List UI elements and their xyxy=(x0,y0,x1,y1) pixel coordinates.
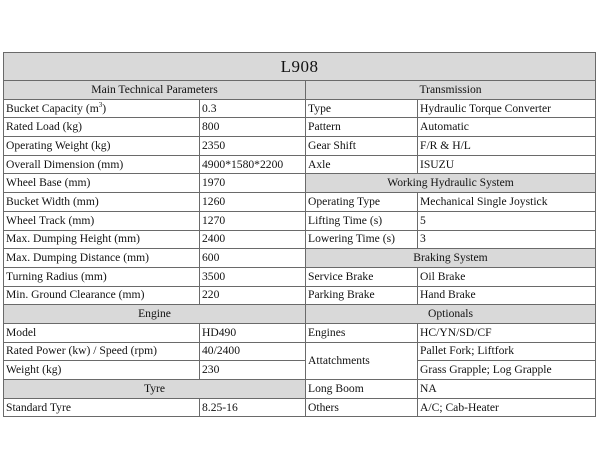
param-value: F/R & H/L xyxy=(418,137,596,156)
param-value: 600 xyxy=(200,249,306,268)
param-label: Max. Dumping Height (mm) xyxy=(4,230,200,249)
engine-header: Engine xyxy=(4,305,306,324)
table-row xyxy=(4,398,596,417)
param-label: Long Boom xyxy=(306,380,418,399)
param-label: Overall Dimension (mm) xyxy=(4,155,200,174)
param-label: Max. Dumping Distance (mm) xyxy=(4,249,200,268)
param-value: 5 xyxy=(418,211,596,230)
param-label: Lifting Time (s) xyxy=(306,211,418,230)
table-row xyxy=(4,99,596,118)
param-label: Type xyxy=(306,99,418,118)
param-label: Engines xyxy=(306,323,418,342)
optionals-header: Optionals xyxy=(306,305,596,324)
table-row xyxy=(4,249,596,268)
param-label: Rated Load (kg) xyxy=(4,118,200,137)
param-value: 2350 xyxy=(200,137,306,156)
transmission-header: Transmission xyxy=(306,81,596,100)
param-value: A/C; Cab-Heater xyxy=(418,398,596,417)
working-hydraulic-header: Working Hydraulic System xyxy=(306,174,596,193)
param-value: ISUZU xyxy=(418,155,596,174)
param-value: Hand Brake xyxy=(418,286,596,305)
param-value: 1260 xyxy=(200,193,306,212)
param-label: Model xyxy=(4,323,200,342)
param-value: Oil Brake xyxy=(418,267,596,286)
param-value: 800 xyxy=(200,118,306,137)
param-value: 8.25-16 xyxy=(200,398,306,417)
param-label: Rated Power (kw) / Speed (rpm) xyxy=(4,342,200,361)
param-label: Others xyxy=(306,398,418,417)
table-row xyxy=(4,118,596,137)
tyre-header: Tyre xyxy=(4,380,306,399)
param-value: 3 xyxy=(418,230,596,249)
param-value: Pallet Fork; Liftfork xyxy=(418,342,596,361)
param-label: Gear Shift xyxy=(306,137,418,156)
braking-system-header: Braking System xyxy=(306,249,596,268)
table-row xyxy=(4,155,596,174)
param-value: 4900*1580*2200 xyxy=(200,155,306,174)
param-label: Turning Radius (mm) xyxy=(4,267,200,286)
param-value: 1270 xyxy=(200,211,306,230)
param-label: Operating Type xyxy=(306,193,418,212)
param-value: 220 xyxy=(200,286,306,305)
param-label: Operating Weight (kg) xyxy=(4,137,200,156)
table-row xyxy=(4,137,596,156)
table-row xyxy=(4,380,596,399)
table-row xyxy=(4,193,596,212)
param-label: Standard Tyre xyxy=(4,398,200,417)
param-value: 230 xyxy=(200,361,306,380)
param-value: 3500 xyxy=(200,267,306,286)
main-parameters-header: Main Technical Parameters xyxy=(4,81,306,100)
param-label: Service Brake xyxy=(306,267,418,286)
param-value: 1970 xyxy=(200,174,306,193)
param-value: 0.3 xyxy=(200,99,306,118)
param-label: Min. Ground Clearance (mm) xyxy=(4,286,200,305)
model-title: L908 xyxy=(4,53,596,81)
param-value: HD490 xyxy=(200,323,306,342)
param-value: Hydraulic Torque Converter xyxy=(418,99,596,118)
table-row xyxy=(4,361,596,380)
table-row xyxy=(4,81,596,100)
spec-table xyxy=(3,52,596,417)
table-row xyxy=(4,323,596,342)
param-label: Wheel Track (mm) xyxy=(4,211,200,230)
table-row xyxy=(4,267,596,286)
param-label: Bucket Capacity $(m^3)$ xyxy=(4,99,200,118)
table-row xyxy=(4,230,596,249)
table-row xyxy=(4,211,596,230)
param-value: 40/2400 xyxy=(200,342,306,361)
param-value: HC/YN/SD/CF xyxy=(418,323,596,342)
param-label: Parking Brake xyxy=(306,286,418,305)
param-label: Wheel Base (mm) xyxy=(4,174,200,193)
param-label: Bucket Width (mm) xyxy=(4,193,200,212)
param-label: Pattern xyxy=(306,118,418,137)
param-value: Mechanical Single Joystick xyxy=(418,193,596,212)
param-label: Attatchments xyxy=(306,342,418,379)
param-label: Axle xyxy=(306,155,418,174)
param-value: Grass Grapple; Log Grapple xyxy=(418,361,596,380)
param-value: NA xyxy=(418,380,596,399)
table-row xyxy=(4,342,596,361)
table-row xyxy=(4,174,596,193)
param-label: Lowering Time (s) xyxy=(306,230,418,249)
table-row xyxy=(4,305,596,324)
param-label: Weight (kg) xyxy=(4,361,200,380)
table-row xyxy=(4,286,596,305)
param-value: Automatic xyxy=(418,118,596,137)
title-row xyxy=(4,53,596,81)
param-value: 2400 xyxy=(200,230,306,249)
